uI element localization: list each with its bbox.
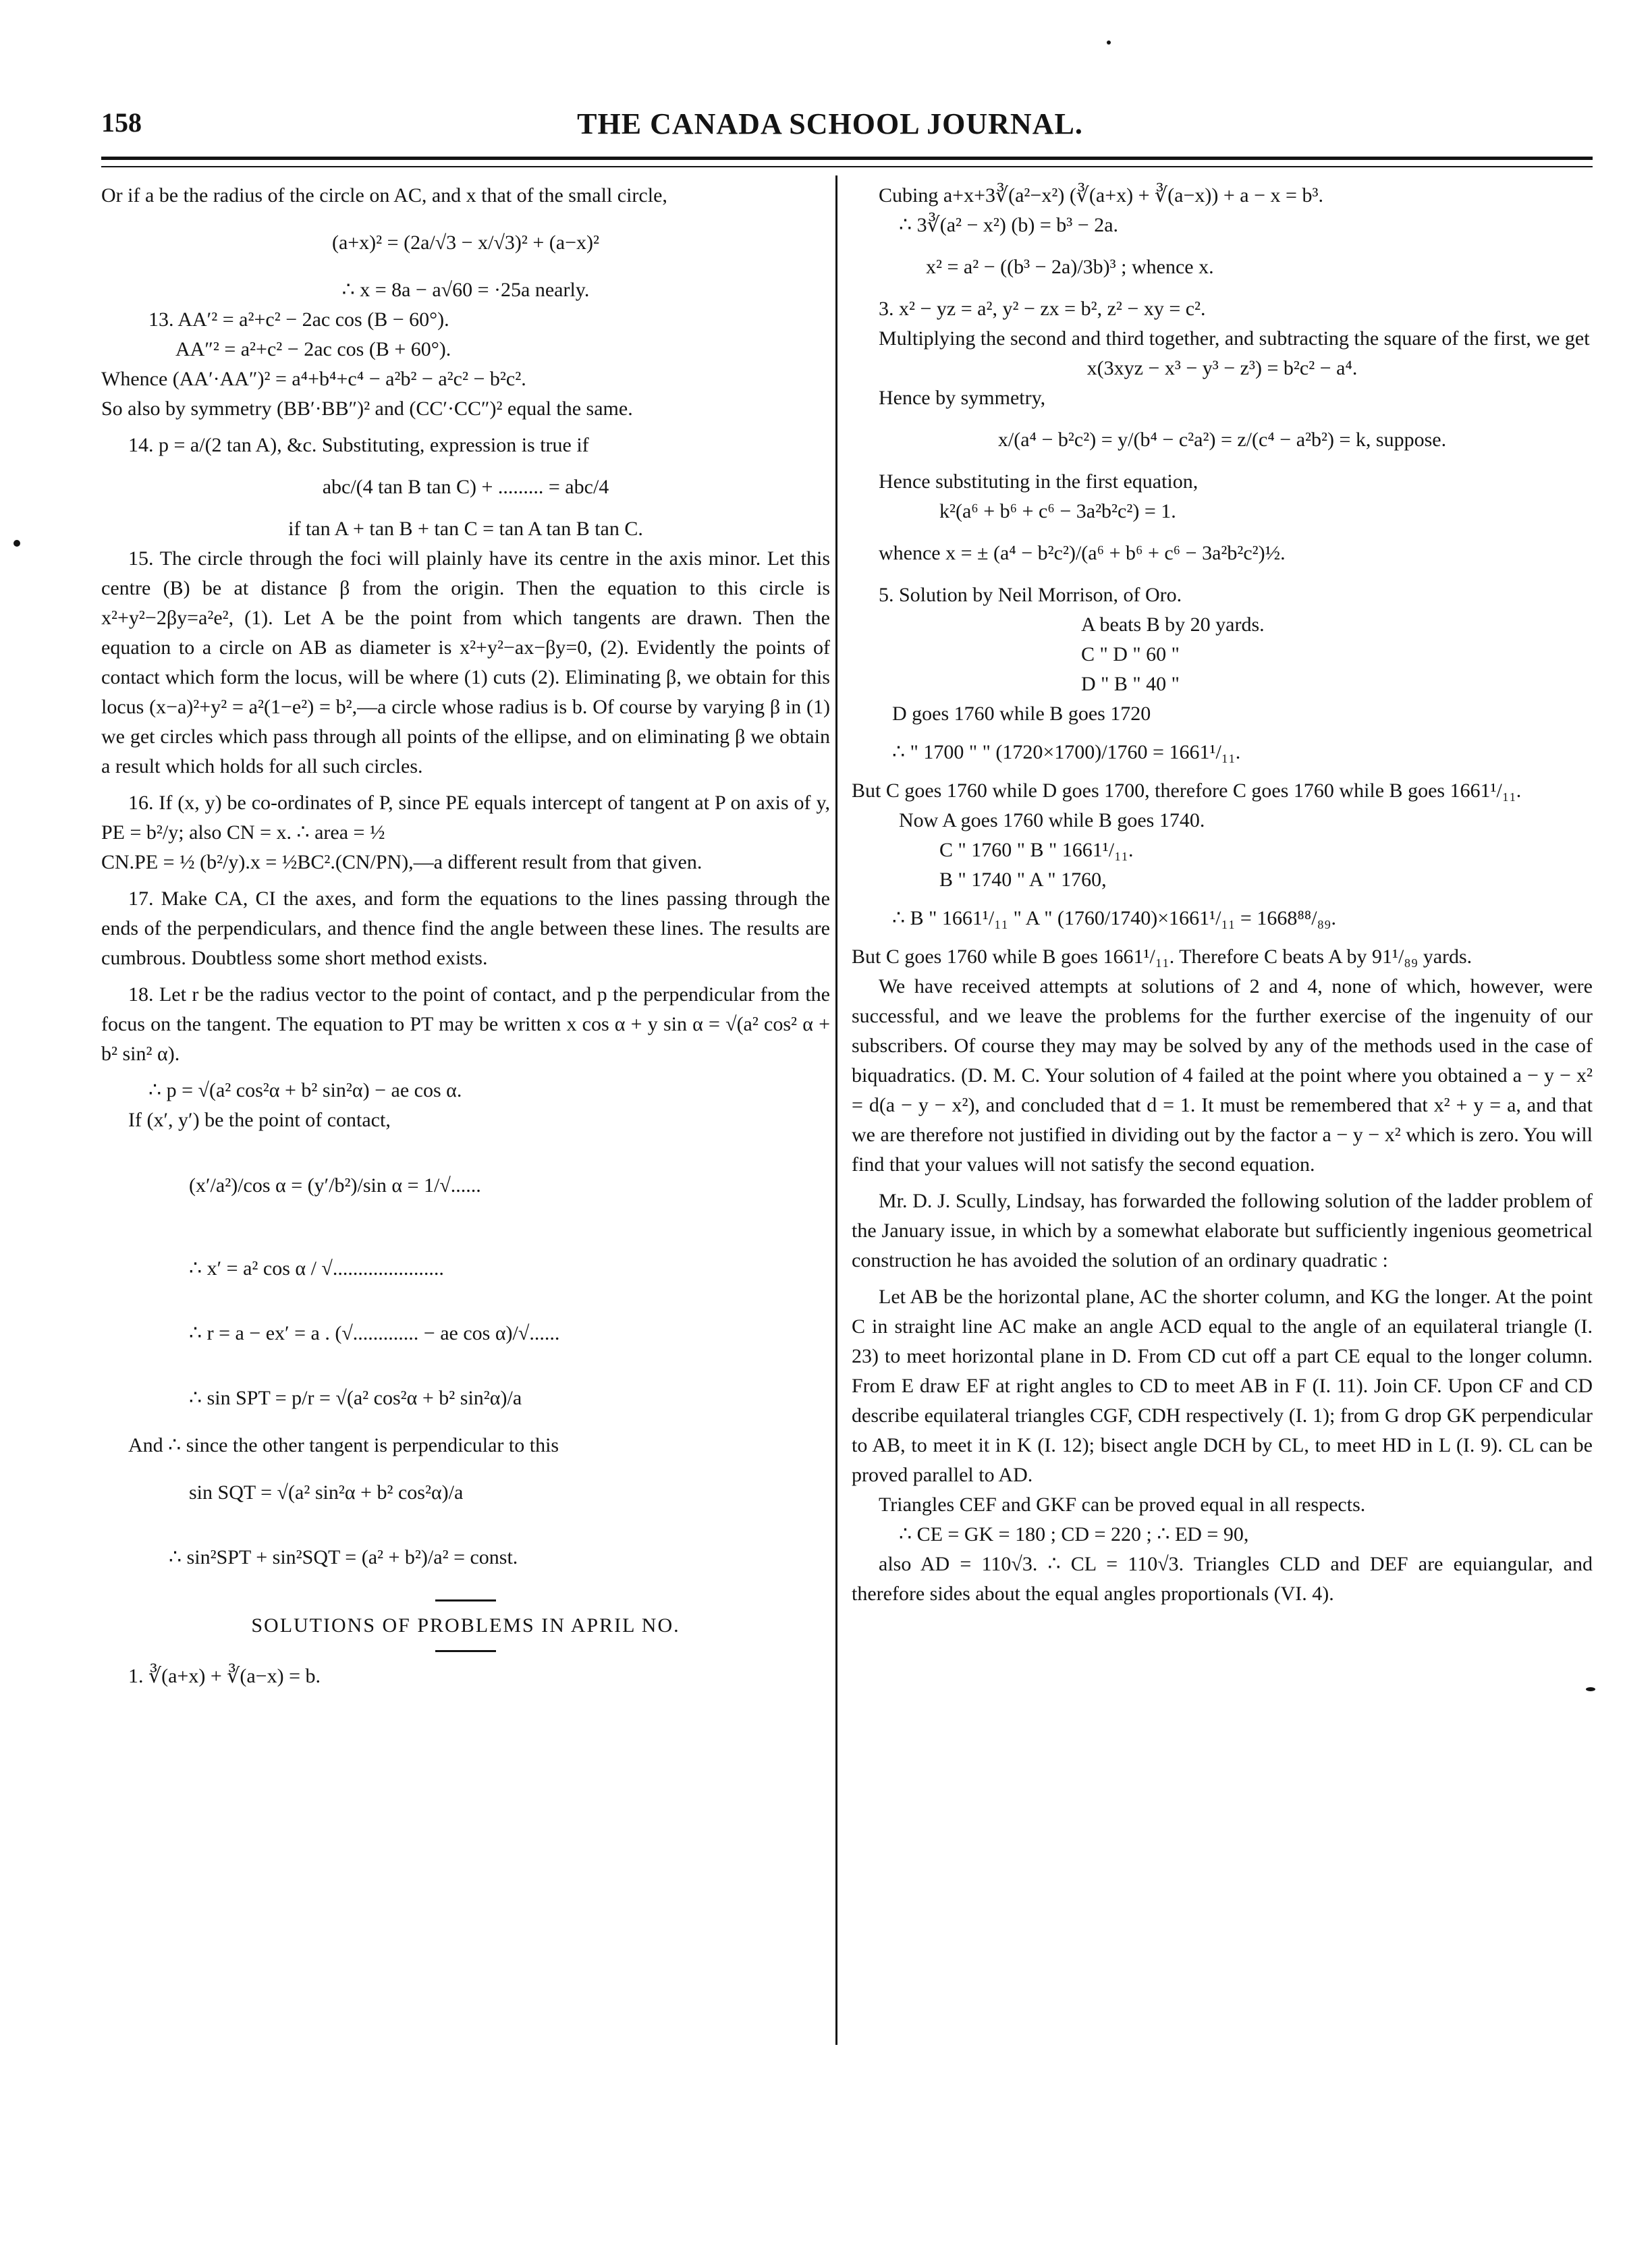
text-paragraph: 17. Make CA, CI the axes, and form the equations to the lines passing through the ends of the perpendiculars, and thence find the angle between these lines. The results are cumbrous. Doubtless some short method exists. <box>101 887 830 969</box>
text-line: Whence (AA′·AA″)² = a⁴+b⁴+c⁴ − a²b² − a²c² − b²c². <box>101 368 526 390</box>
text-paragraph: 18. Let r be the radius vector to the point of contact, and p the perpendicular from the focus on the tangent. The equation to PT may be written x cos α + y sin α = √(a² cos² α + b² sin² α). <box>101 983 830 1065</box>
equation: k²(a⁶ + b⁶ + c⁶ − 3a²b²c²) = 1. <box>939 500 1176 522</box>
left-column <box>101 181 830 1691</box>
equation: ∴ p = √(a² cos²α + b² sin²α) − ae cos α. <box>148 1079 462 1101</box>
race-line: Now A goes 1760 while B goes 1740. <box>899 809 1205 831</box>
text-paragraph: Mr. D. J. Scully, Lindsay, has forwarded the following solution of the ladder problem of the January issue, in which by a somewhat elaborate but sufficiently ingenious geometrical construction he has avoided the solution of an ordinary quadratic : <box>852 1190 1593 1271</box>
text-line: Hence by symmetry, <box>879 387 1046 409</box>
equation: 1. ∛(a+x) + ∛(a−x) = b. <box>128 1665 321 1687</box>
equation: ∴ CE = GK = 180 ; CD = 220 ; ∴ ED = 90, <box>899 1523 1249 1545</box>
text-paragraph: Let AB be the horizontal plane, AC the shorter column, and KG the longer. At the point C in straight line AC make an angle ACD equal to the angle of an equilateral triangle (I. 23) to meet horizontal plane in D. From CD cut off a part CE equal to the longer column. From E draw EF at right angles to CD to meet AB in F (I. 11). Join CF. Upon CF and CD describe equilateral triangles CGF, CDH respectively (I. 1); from G drop GK perpendicular to AB, to meet it in K (I. 12); bisect angle DCH by CL, to meet HD in L (I. 9). CL can be proved parallel to AD. <box>852 1286 1593 1486</box>
equation: AA″² = a²+c² − 2ac cos (B + 60°). <box>175 338 451 360</box>
header-rule-thin <box>101 166 1593 167</box>
equation: ∴ 3∛(a² − x²) (b) = b³ − 2a. <box>899 214 1119 236</box>
race-line: C " 1760 " B " 1661¹/₁₁. <box>939 839 1134 861</box>
equation: 13. AA′² = a²+c² − 2ac cos (B − 60°). <box>148 308 449 331</box>
equation: if tan A + tan B + tan C = tan A tan B tan C. <box>288 518 643 540</box>
equation: x/(a⁴ − b²c²) = y/(b⁴ − c²a²) = z/(c⁴ − a²b²) = k, suppose. <box>997 429 1447 451</box>
equation: (a+x)² = (2a/√3 − x/√3)² + (a−x)² <box>331 231 600 254</box>
scan-speck <box>1107 40 1111 45</box>
equation: x² = a² − ((b³ − 2a)/3b)³ ; whence x. <box>926 256 1214 278</box>
race-line: C " D " 60 " <box>1081 643 1180 665</box>
text-paragraph: But C goes 1760 while D goes 1700, therefore C goes 1760 while B goes 1661¹/₁₁. <box>852 779 1522 802</box>
text-line: So also by symmetry (BB′·BB″)² and (CC′·CC″)² equal the same. <box>101 398 633 420</box>
equation: (x′/a²)/cos α = (y′/b²)/sin α = 1/√...... <box>189 1174 481 1197</box>
section-rule <box>435 1650 496 1652</box>
section-rule <box>435 1599 496 1601</box>
text-paragraph: We have received attempts at solutions of 2 and 4, none of which, however, were successful, and we leave the problems for the further exercise of the ingenuity of our subscribers. Of course they may may be solved by any of the methods used in the case of biquadratics. (D. M. C. Your solution of 4 failed at the point where you obtained a − y − x² = d(a − y − x²), and concluded that d = 1. It must be remembered that x² + y = a, and that we are therefore not justified in dividing out by the factor a − y − x² which is zero. You will find that your values will not satisfy the second equation. <box>852 975 1593 1176</box>
text-line: Triangles CEF and GKF can be proved equal in all respects. <box>879 1494 1366 1516</box>
equation: abc/(4 tan B tan C) + ......... = abc/4 <box>322 476 609 498</box>
text-paragraph: Or if a be the radius of the circle on AC, and x that of the small circle, <box>101 184 667 207</box>
column-divider <box>835 175 837 2045</box>
text-line: 5. Solution by Neil Morrison, of Oro. <box>879 584 1182 606</box>
text-paragraph: 14. p = a/(2 tan A), &c. Substituting, expression is true if <box>128 434 589 456</box>
equation: whence x = ± (a⁴ − b²c²)/(a⁶ + b⁶ + c⁶ − 3a²b²c²)½. <box>879 542 1286 564</box>
text-paragraph: 16. If (x, y) be co-ordinates of P, since PE equals intercept of tangent at P on axis of y, PE = b²/y; also CN = x. ∴ area = ½ <box>101 792 830 844</box>
page-header <box>101 107 1559 147</box>
section-heading: SOLUTIONS OF PROBLEMS IN APRIL NO. <box>251 1614 680 1637</box>
equation: ∴ " 1700 " " (1720×1700)/1760 = 1661¹/₁₁. <box>892 741 1241 763</box>
equation: ∴ x = 8a − a√60 = ·25a nearly. <box>341 279 590 301</box>
equation: sin SQT = √(a² sin²α + b² cos²α)/a <box>189 1481 464 1504</box>
equation: ∴ sin SPT = p/r = √(a² cos²α + b² sin²α)/a <box>189 1387 522 1409</box>
text-line: Hence substituting in the first equation, <box>879 470 1199 493</box>
equation: 3. x² − yz = a², y² − zx = b², z² − xy = c². <box>879 298 1206 320</box>
journal-title: THE CANADA SCHOOL JOURNAL. <box>577 107 1083 140</box>
text-paragraph: CN.PE = ½ (b²/y).x = ½BC².(CN/PN),—a different result from that given. <box>101 851 703 873</box>
scan-speck <box>1586 1687 1595 1691</box>
equation: ∴ sin²SPT + sin²SQT = (a² + b²)/a² = const. <box>169 1546 518 1568</box>
text-line: And ∴ since the other tangent is perpendicular to this <box>128 1434 559 1456</box>
equation: ∴ B " 1661¹/₁₁ " A " (1760/1740)×1661¹/₁₁ = 1668⁸⁸/₈₉. <box>892 907 1337 929</box>
scan-speck <box>13 540 20 547</box>
equation: x(3xyz − x³ − y³ − z³) = b²c² − a⁴. <box>1086 357 1358 379</box>
race-line: A beats B by 20 yards. <box>1081 613 1265 636</box>
race-line: D " B " 40 " <box>1081 673 1180 695</box>
right-column <box>852 181 1593 1609</box>
text-paragraph: But C goes 1760 while B goes 1661¹/₁₁. Therefore C beats A by 91¹/₈₉ yards. <box>852 946 1472 968</box>
text-paragraph: 15. The circle through the foci will plainly have its centre in the axis minor. Let this centre (B) be at distance β from the origin. Then the equation to this circle is x²+y²−2βy=a²e², (1). Let A be the point from which tangents are drawn. Then the equation to a circle on AB as diameter is x²+y²−ax−βy=0, (2). Evidently the points of contact which form the locus, will be where (1) cuts (2). Eliminating β, we obtain for this locus (x−a)²+y² = a²(1−e²) = b²,—a circle whose radius is b. Of course by varying β in (1) we get circles which pass through all points of the ellipse, and on eliminating β we obtain a result which holds for all such circles. <box>101 547 830 777</box>
equation: Cubing a+x+3∛(a²−x²) (∛(a+x) + ∛(a−x)) + a − x = b³. <box>879 184 1323 207</box>
race-line: B " 1740 " A " 1760, <box>939 869 1107 891</box>
race-line: D goes 1760 while B goes 1720 <box>892 703 1151 725</box>
text-paragraph: Multiplying the second and third together, and subtracting the square of the first, we get <box>879 327 1590 350</box>
page-number: 158 <box>101 107 142 138</box>
text-line: If (x′, y′) be the point of contact, <box>128 1109 391 1131</box>
header-rule-thick <box>101 157 1593 160</box>
equation: ∴ x′ = a² cos α / √...................... <box>189 1257 444 1280</box>
equation: ∴ r = a − ex′ = a . (√............. − ae cos α)/√...... <box>189 1322 560 1344</box>
text-paragraph: also AD = 110√3. ∴ CL = 110√3. Triangles CLD and DEF are equiangular, and therefore sides about the equal angles proportionals (VI. 4). <box>852 1553 1593 1605</box>
